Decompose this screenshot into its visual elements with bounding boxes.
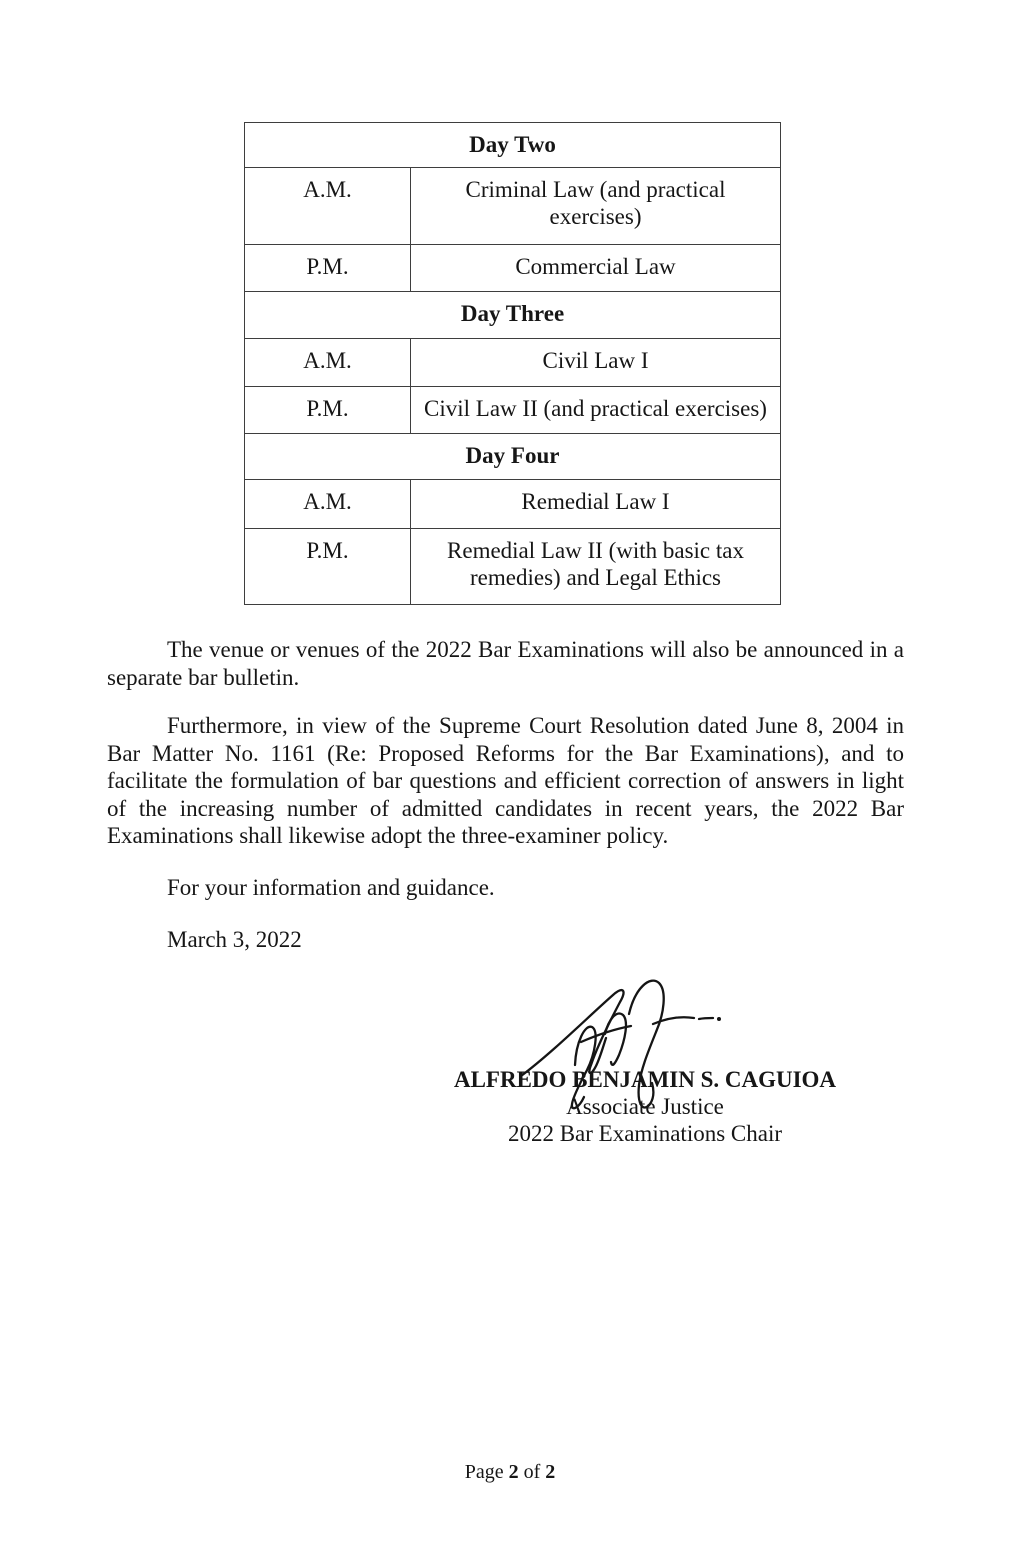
time-cell-am: A.M. xyxy=(245,168,411,245)
time-cell-pm: P.M. xyxy=(245,529,411,605)
table-day-header-row xyxy=(245,123,781,168)
table-row xyxy=(245,339,781,387)
time-cell-pm: P.M. xyxy=(245,245,411,292)
signatory-title: Associate Justice xyxy=(566,1094,724,1119)
paragraph-furthermore: Furthermore, in view of the Supreme Court Resolution dated June 8, 2004 in Bar Matter No. 1161 (Re: Proposed Reforms for the Bar Examinations), and to facilitate the formulation of bar questions and efficient correction of answers in light of the increasing number of admitted candidates in recent years, the 2022 Bar Examinations shall likewise adopt the three-examiner policy. xyxy=(107,713,904,848)
time-cell-am: A.M. xyxy=(245,480,411,529)
paragraph-closing: For your information and guidance. xyxy=(167,875,495,900)
footer-prefix: Page xyxy=(464,1461,504,1483)
signatory-block xyxy=(345,1066,945,1147)
paragraph-venue: The venue or venues of the 2022 Bar Examinations will also be announced in a separate bar bulletin. xyxy=(107,637,904,690)
table-row xyxy=(245,168,781,245)
subject-cell: Commercial Law xyxy=(411,245,781,292)
page-footer xyxy=(0,1460,1020,1484)
subject-cell: Remedial Law II (with basic tax remedies) and Legal Ethics xyxy=(411,529,781,605)
exam-schedule-table xyxy=(244,122,781,605)
subject-cell: Civil Law I xyxy=(411,339,781,387)
table-row xyxy=(245,480,781,529)
subject-cell: Remedial Law I xyxy=(411,480,781,529)
time-cell-pm: P.M. xyxy=(245,387,411,434)
subject-cell: Civil Law II (and practical exercises) xyxy=(411,387,781,434)
table-day-header-row xyxy=(245,434,781,480)
document-date: March 3, 2022 xyxy=(167,927,302,952)
table-row xyxy=(245,245,781,292)
footer-total-pages: 2 xyxy=(545,1461,556,1483)
time-cell-am: A.M. xyxy=(245,339,411,387)
table-row xyxy=(245,529,781,605)
subject-cell: Criminal Law (and practical exercises) xyxy=(411,168,781,245)
signatory-name: ALFREDO BENJAMIN S. CAGUIOA xyxy=(453,1067,837,1092)
footer-page-number: 2 xyxy=(508,1461,519,1483)
day-two-header: Day Two xyxy=(245,123,781,168)
day-three-header: Day Three xyxy=(245,292,781,339)
signatory-role: 2022 Bar Examinations Chair xyxy=(507,1121,783,1146)
footer-separator: of xyxy=(523,1461,541,1483)
day-four-header: Day Four xyxy=(245,434,781,480)
table-row xyxy=(245,387,781,434)
table-day-header-row xyxy=(245,292,781,339)
